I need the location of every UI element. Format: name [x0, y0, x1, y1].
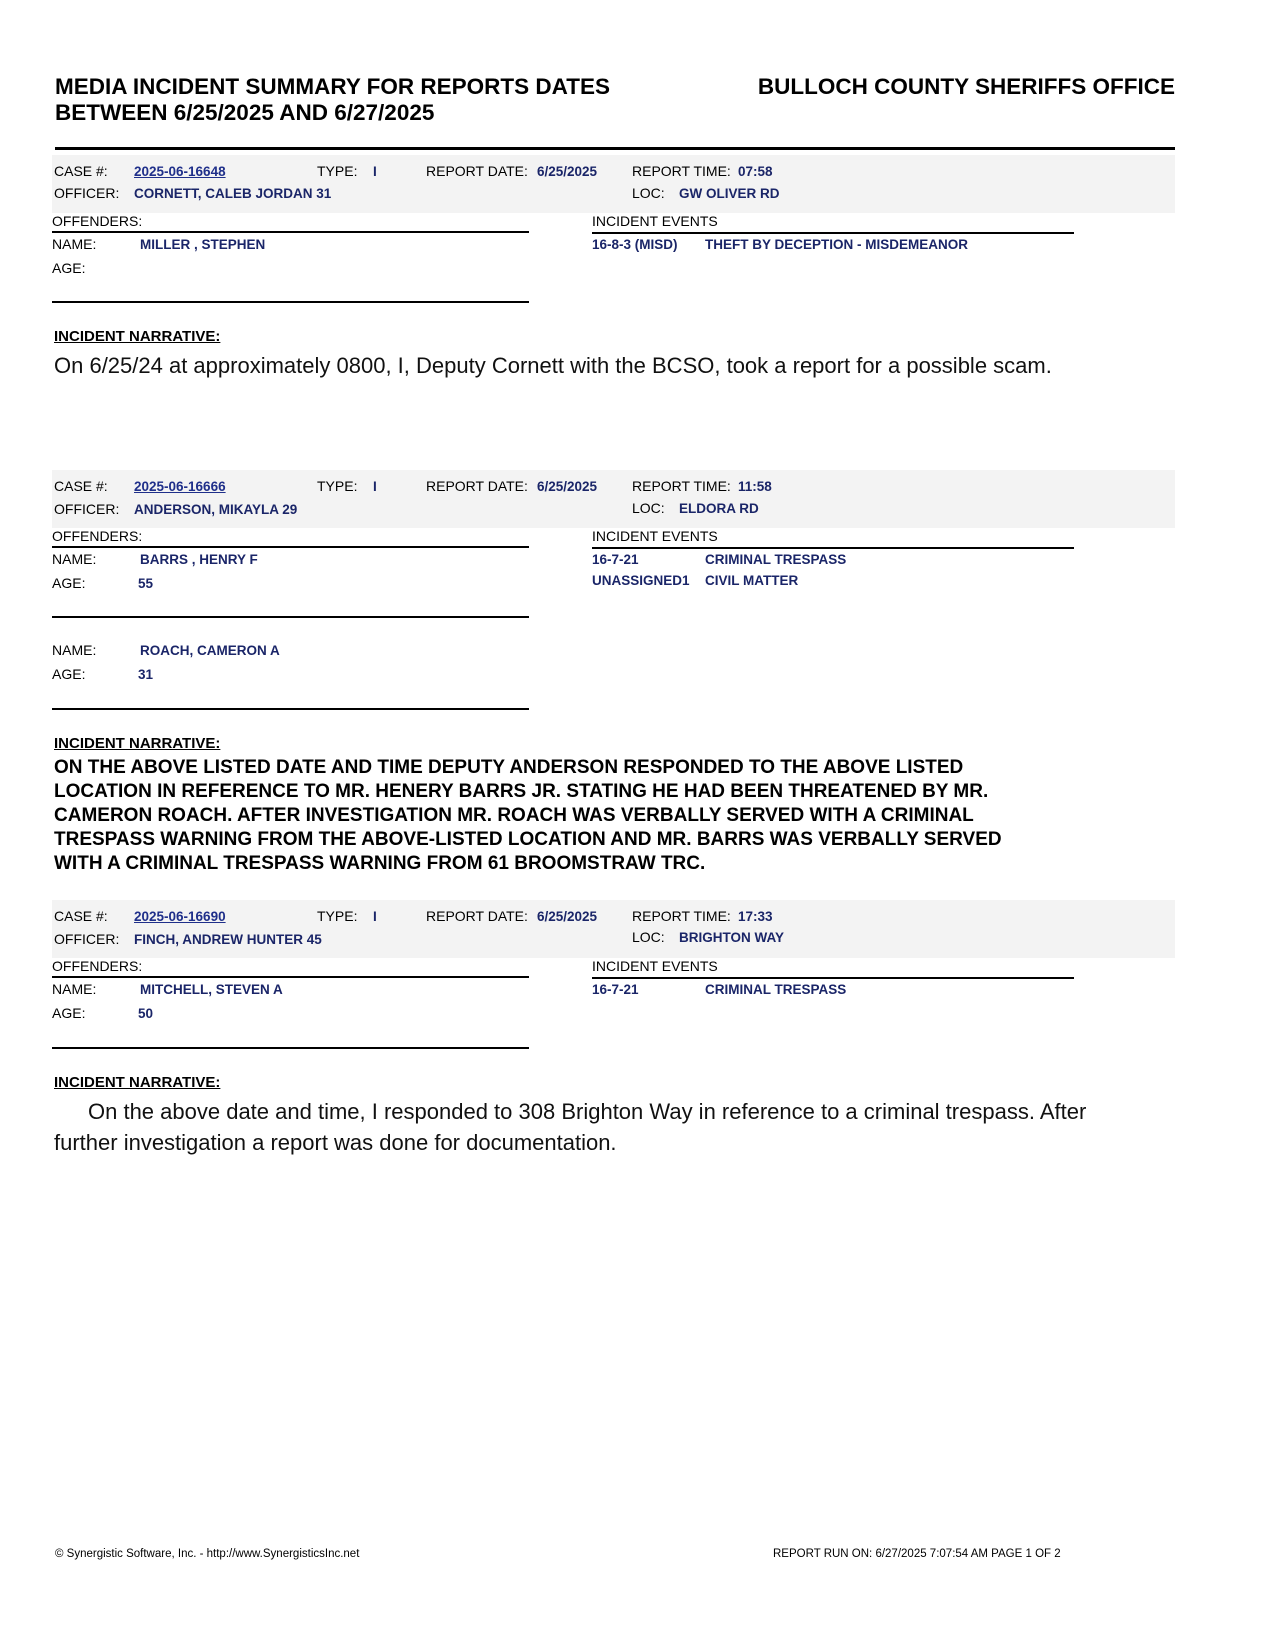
case-number-link[interactable]: 2025-06-16666 [134, 479, 226, 494]
type-label: TYPE: [317, 908, 358, 924]
report-date-label: REPORT DATE: [426, 908, 528, 924]
name-label: NAME: [52, 981, 97, 997]
case-number-link[interactable]: 2025-06-16690 [134, 909, 226, 924]
events-rule [592, 977, 1074, 979]
offender-end-rule [52, 708, 529, 710]
event-desc: CRIMINAL TRESPASS [705, 982, 847, 997]
name-label: NAME: [52, 236, 97, 252]
offender-end-rule [52, 301, 529, 303]
report-title-line2: BETWEEN 6/25/2025 AND 6/27/2025 [55, 100, 435, 125]
footer-report-run: REPORT RUN ON: 6/27/2025 7:07:54 AM PAGE 1 OF 2 [773, 1548, 1061, 1560]
event-code: 16-7-21 [592, 552, 639, 567]
loc-value: ELDORA RD [679, 501, 759, 516]
narrative-line: ON THE ABOVE LISTED DATE AND TIME DEPUTY ANDERSON RESPONDED TO THE ABOVE LISTED [54, 757, 964, 778]
offenders-label: OFFENDERS: [52, 213, 143, 229]
officer-label: OFFICER: [54, 185, 120, 201]
offender-age: 50 [138, 1006, 154, 1021]
loc-value: BRIGHTON WAY [679, 930, 785, 945]
report-time-value: 11:58 [738, 479, 772, 494]
case-label: CASE #: [54, 908, 108, 924]
narrative-line: TRESPASS WARNING FROM THE ABOVE-LISTED LOCATION AND MR. BARRS WAS VERBALLY SERVED [54, 829, 1002, 850]
report-time-value: 17:33 [738, 909, 773, 924]
offenders-rule [52, 231, 529, 233]
narrative-line: WITH A CRIMINAL TRESPASS WARNING FROM 61 BROOMSTRAW TRC. [54, 853, 706, 874]
narrative-text [54, 1096, 1124, 1158]
type-value: I [373, 164, 377, 179]
officer-label: OFFICER: [54, 501, 120, 517]
narrative-line: LOCATION IN REFERENCE TO MR. HENERY BARRS JR. STATING HE HAD BEEN THREATENED BY MR. [54, 781, 989, 802]
type-label: TYPE: [317, 163, 358, 179]
offenders-label: OFFENDERS: [52, 528, 143, 544]
report-date-label: REPORT DATE: [426, 478, 528, 494]
narrative-line: CAMERON ROACH. AFTER INVESTIGATION MR. ROACH WAS VERBALLY SERVED WITH A CRIMINAL [54, 805, 974, 826]
officer-value: ANDERSON, MIKAYLA 29 [134, 502, 298, 517]
offenders-rule [52, 976, 529, 978]
report-date-value: 6/25/2025 [537, 164, 598, 179]
narrative-title: INCIDENT NARRATIVE: [54, 328, 221, 345]
loc-label: LOC: [632, 500, 665, 516]
offender-age: 31 [138, 667, 154, 682]
event-code: 16-7-21 [592, 982, 639, 997]
offender-end-rule [52, 616, 529, 618]
narrative-text: On 6/25/24 at approximately 0800, I, Deputy Cornett with the BCSO, took a report for a possible scam. [54, 353, 1052, 378]
loc-value: GW OLIVER RD [679, 186, 780, 201]
event-desc: THEFT BY DECEPTION - MISDEMEANOR [705, 237, 969, 252]
agency-name: BULLOCH COUNTY SHERIFFS OFFICE [757, 74, 1175, 99]
event-desc: CRIMINAL TRESPASS [705, 552, 847, 567]
event-code: 16-8-3 (MISD) [592, 237, 678, 252]
report-date-label: REPORT DATE: [426, 163, 528, 179]
incident-events-label: INCIDENT EVENTS [592, 528, 718, 544]
age-label: AGE: [52, 666, 86, 682]
footer-copyright: © Synergistic Software, Inc. - http://www.SynergisticsInc.net [55, 1548, 360, 1560]
offender-name: MITCHELL, STEVEN A [140, 982, 283, 997]
report-time-label: REPORT TIME: [632, 163, 731, 179]
loc-label: LOC: [632, 929, 665, 945]
events-rule [592, 232, 1074, 234]
offender-name: BARRS , HENRY F [140, 552, 258, 567]
offenders-label: OFFENDERS: [52, 958, 143, 974]
officer-value: CORNETT, CALEB JORDAN 31 [134, 186, 332, 201]
officer-value: FINCH, ANDREW HUNTER 45 [134, 932, 322, 947]
header-divider [55, 147, 1175, 150]
incident-events-label: INCIDENT EVENTS [592, 213, 718, 229]
offenders-rule [52, 546, 529, 548]
offender-age: 55 [138, 576, 154, 591]
offender-name: MILLER , STEPHEN [140, 237, 266, 252]
case-number-link[interactable]: 2025-06-16648 [134, 164, 226, 179]
report-date-value: 6/25/2025 [537, 479, 598, 494]
events-rule [592, 547, 1074, 549]
narrative-title: INCIDENT NARRATIVE: [54, 1074, 221, 1091]
event-desc: CIVIL MATTER [705, 573, 799, 588]
age-label: AGE: [52, 1005, 86, 1021]
report-time-label: REPORT TIME: [632, 478, 731, 494]
report-time-label: REPORT TIME: [632, 908, 731, 924]
type-value: I [373, 479, 377, 494]
offender-end-rule [52, 1047, 529, 1049]
report-title-line1: MEDIA INCIDENT SUMMARY FOR REPORTS DATES [55, 74, 611, 99]
narrative-line: further investigation a report was done for documentation. [54, 1130, 617, 1155]
incident-events-label: INCIDENT EVENTS [592, 958, 718, 974]
officer-label: OFFICER: [54, 931, 120, 947]
age-label: AGE: [52, 575, 86, 591]
case-label: CASE #: [54, 163, 108, 179]
loc-label: LOC: [632, 185, 665, 201]
type-label: TYPE: [317, 478, 358, 494]
name-label: NAME: [52, 551, 97, 567]
type-value: I [373, 909, 377, 924]
report-title [55, 74, 695, 126]
age-label: AGE: [52, 260, 86, 276]
report-time-value: 07:58 [738, 164, 773, 179]
narrative-text [54, 756, 1114, 876]
event-code: UNASSIGNED1 [592, 573, 690, 588]
narrative-line: On the above date and time, I responded to 308 Brighton Way in reference to a criminal trespass. After [88, 1099, 1087, 1124]
offender-name: ROACH, CAMERON A [140, 643, 280, 658]
case-label: CASE #: [54, 478, 108, 494]
narrative-title: INCIDENT NARRATIVE: [54, 735, 221, 752]
report-date-value: 6/25/2025 [537, 909, 598, 924]
name-label: NAME: [52, 642, 97, 658]
